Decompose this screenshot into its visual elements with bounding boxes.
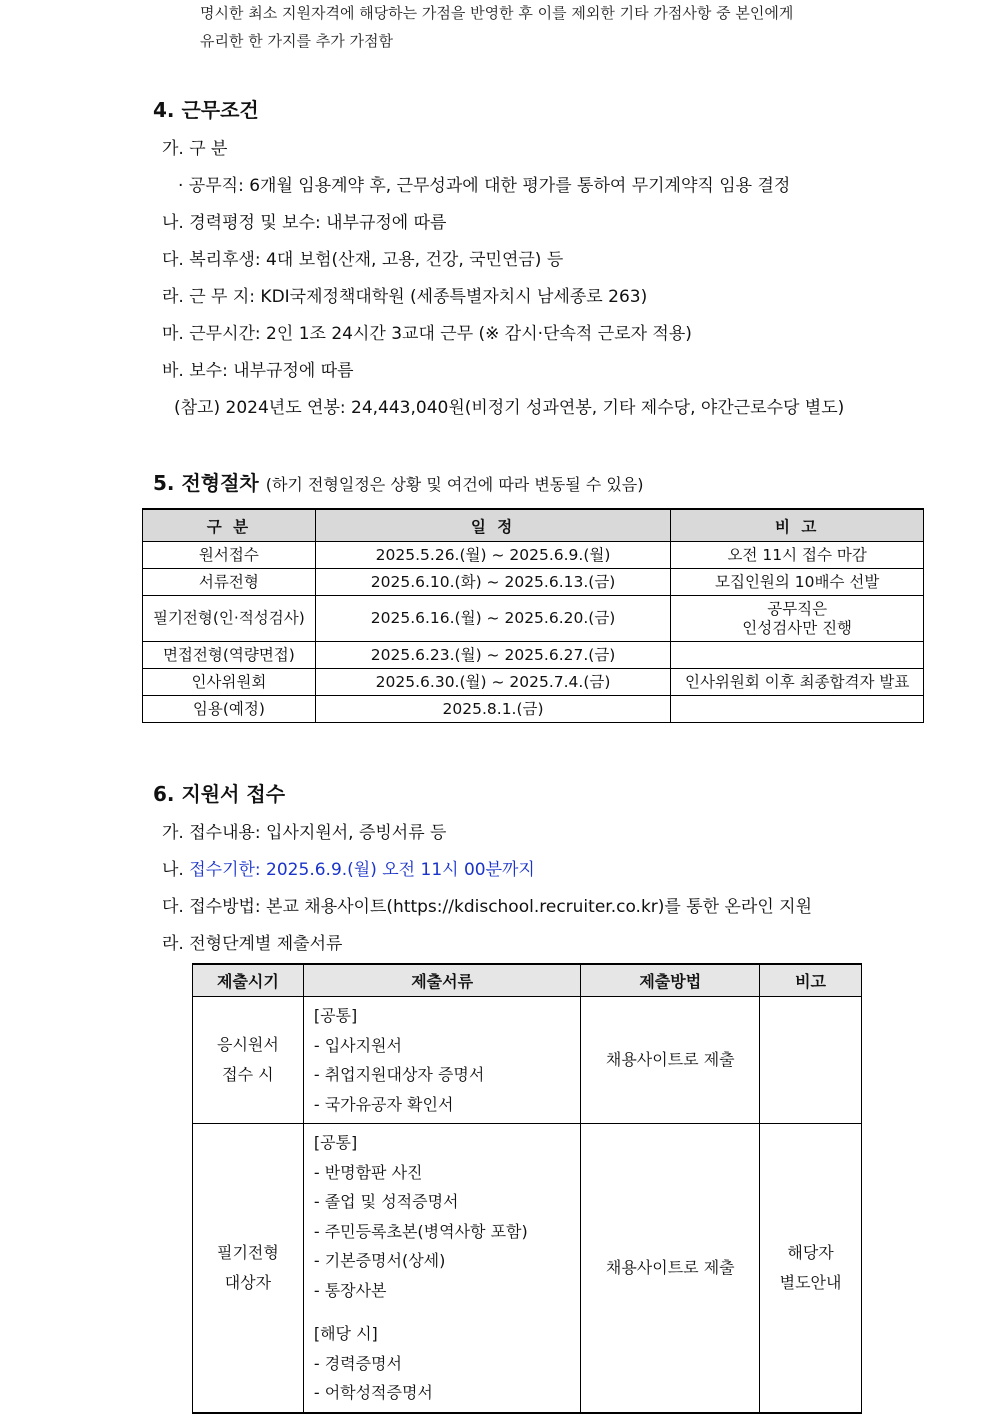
document-item: - 통장사본 xyxy=(313,1280,387,1300)
schedule-stage: 서류전형 xyxy=(143,569,316,596)
application-deadline: 접수기한: 2025.6.9.(월) 오전 11시 00분까지 xyxy=(189,860,535,880)
schedule-stage: 원서접수 xyxy=(143,542,316,569)
schedule-date: 2025.6.16.(월) ~ 2025.6.20.(금) xyxy=(315,596,671,642)
schedule-note: 인사위원회 이후 최종합격자 발표 xyxy=(671,669,924,696)
submission-method: 채용사이트로 제출 xyxy=(581,997,760,1124)
documents-table xyxy=(192,963,862,1414)
document-list xyxy=(303,1124,581,1413)
s6-item-na-prefix: 나. xyxy=(162,860,190,880)
document-item: - 경력증명서 xyxy=(313,1353,402,1373)
schedule-date: 2025.6.23.(월) ~ 2025.6.27.(금) xyxy=(315,642,671,669)
document-item: - 기본증명서(상세) xyxy=(313,1251,446,1270)
schedule-stage: 필기전형(인·적성검사) xyxy=(143,596,316,642)
schedule-stage: 인사위원회 xyxy=(143,669,316,696)
schedule-date: 2025.6.30.(월) ~ 2025.7.4.(금) xyxy=(315,669,671,696)
schedule-note: 오전 11시 접수 마감 xyxy=(671,542,924,569)
schedule-note xyxy=(671,696,924,723)
documents-header-note: 비고 xyxy=(760,964,862,997)
section-6-title: 6. 지원서 접수 xyxy=(153,782,286,806)
schedule-stage: 면접전형(역량면접) xyxy=(143,642,316,669)
schedule-note: 공무직은 인성검사만 진행 xyxy=(671,596,924,642)
s4-item-na: 나. 경력평정 및 보수: 내부규정에 따름 xyxy=(162,213,447,233)
s6-item-na xyxy=(162,855,535,880)
documents-header-method: 제출방법 xyxy=(581,964,760,997)
document-item: - 취업지원대상자 증명서 xyxy=(313,1065,485,1084)
document-item: - 어학성적증명서 xyxy=(313,1383,433,1402)
schedule-header-stage: 구 분 xyxy=(143,509,316,542)
table-row xyxy=(143,596,924,642)
table-row xyxy=(143,642,924,669)
submission-method: 채용사이트로 제출 xyxy=(581,1124,760,1413)
submission-timing: 필기전형 대상자 xyxy=(193,1124,304,1413)
document-item: [해당 시] xyxy=(313,1324,378,1343)
section-4-title: 4. 근무조건 xyxy=(153,98,259,122)
document-item: - 졸업 및 성적증명서 xyxy=(313,1192,459,1211)
submission-timing: 응시원서 접수 시 xyxy=(193,997,304,1124)
document-item: [공통] xyxy=(313,1006,358,1025)
schedule-table xyxy=(142,508,924,723)
document-item: - 입사지원서 xyxy=(313,1035,402,1055)
s6-item-ga: 가. 접수내용: 입사지원서, 증빙서류 등 xyxy=(162,823,447,843)
table-row xyxy=(143,542,924,569)
schedule-note: 모집인원의 10배수 선발 xyxy=(671,569,924,596)
s6-item-ra: 라. 전형단계별 제출서류 xyxy=(162,934,343,954)
schedule-date: 2025.5.26.(월) ~ 2025.6.9.(월) xyxy=(315,542,671,569)
table-row xyxy=(193,1124,862,1413)
document-item: [공통] xyxy=(313,1133,358,1152)
s4-item-da: 다. 복리후생: 4대 보험(산재, 고용, 건강, 국민연금) 등 xyxy=(162,250,564,270)
table-row xyxy=(193,997,862,1124)
section-5-subtitle: (하기 전형일정은 상황 및 여건에 따라 변동될 수 있음) xyxy=(265,475,644,494)
intro-line-1: 명시한 최소 지원자격에 해당하는 가점을 반영한 후 이를 제외한 기타 가점사항 중 본인에게 xyxy=(200,4,794,22)
s4-reference: (참고) 2024년도 연봉: 24,443,040원(비정기 성과연봉, 기타 제수당, 야간근로수당 별도) xyxy=(174,398,845,418)
schedule-header-note: 비 고 xyxy=(671,509,924,542)
schedule-header-date: 일 정 xyxy=(315,509,671,542)
document-item: - 국가유공자 확인서 xyxy=(313,1094,454,1114)
submission-note: 해당자 별도안내 xyxy=(760,1124,862,1413)
documents-header-timing: 제출시기 xyxy=(193,964,304,997)
document-item: - 반명함판 사진 xyxy=(313,1162,423,1182)
s4-item-ra: 라. 근 무 지: KDI국제정책대학원 (세종특별자치시 남세종로 263) xyxy=(162,287,648,307)
table-row xyxy=(143,669,924,696)
document-item: - 주민등록초본(병역사항 포함) xyxy=(313,1221,528,1241)
s4-item-ba: 바. 보수: 내부규정에 따름 xyxy=(162,361,354,381)
section-5-title xyxy=(153,467,643,496)
documents-header-row xyxy=(193,964,862,997)
schedule-date: 2025.6.10.(화) ~ 2025.6.13.(금) xyxy=(315,569,671,596)
schedule-header-row xyxy=(143,509,924,542)
table-row xyxy=(143,569,924,596)
s4-item-ga-detail: · 공무직: 6개월 임용계약 후, 근무성과에 대한 평가를 통하여 무기계약직 임용 결정 xyxy=(178,176,791,196)
schedule-date: 2025.8.1.(금) xyxy=(315,696,671,723)
section-5-title-text: 5. 전형절차 xyxy=(153,471,259,495)
list-gap xyxy=(314,1305,571,1319)
intro-line-2: 유리한 한 가지를 추가 가점함 xyxy=(200,32,393,50)
document-list xyxy=(303,997,581,1124)
schedule-stage: 임용(예정) xyxy=(143,696,316,723)
schedule-note xyxy=(671,642,924,669)
s4-item-ma: 마. 근무시간: 2인 1조 24시간 3교대 근무 (※ 감시·단속적 근로자 적용) xyxy=(162,324,692,344)
s4-item-ga: 가. 구 분 xyxy=(162,139,228,159)
documents-header-docs: 제출서류 xyxy=(303,964,581,997)
s6-item-da: 다. 접수방법: 본교 채용사이트(https://kdischool.recruiter.co.kr)를 통한 온라인 지원 xyxy=(162,897,813,917)
table-row xyxy=(143,696,924,723)
submission-note xyxy=(760,997,862,1124)
